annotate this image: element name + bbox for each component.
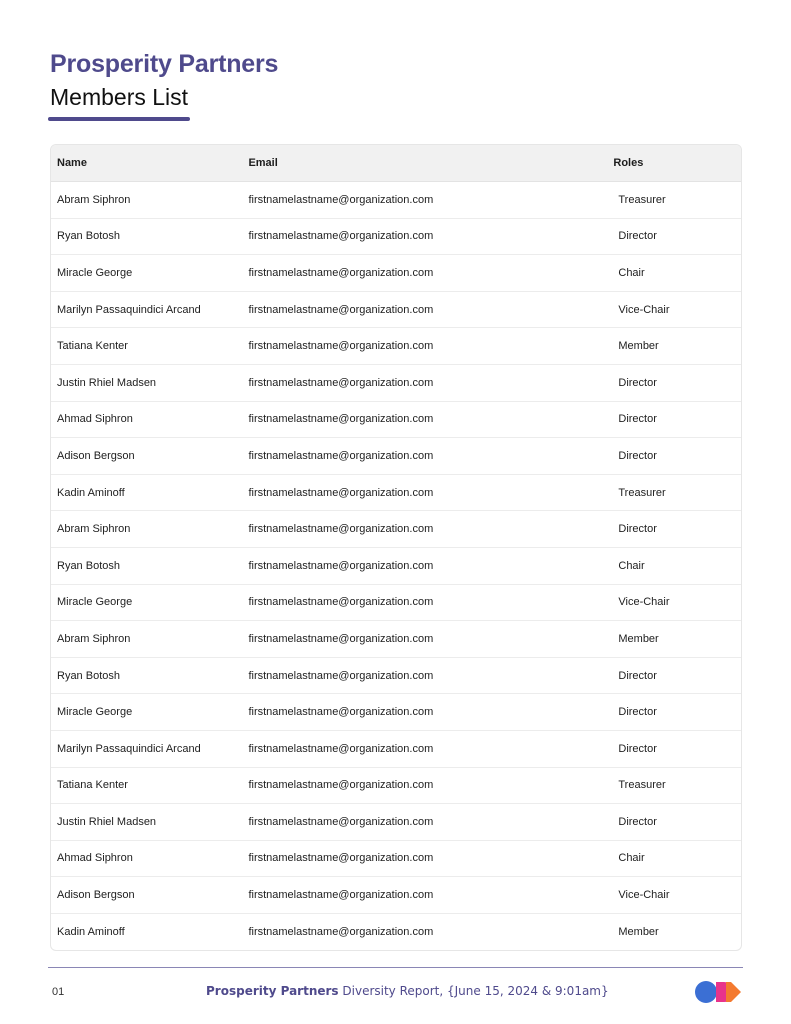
member-role: Treasurer [618, 779, 666, 792]
member-name: Adison Bergson [57, 449, 135, 462]
odd-logo-icon [694, 980, 744, 1004]
member-name: Ryan Botosh [57, 230, 120, 243]
table-row [51, 475, 741, 512]
member-name: Abram Siphron [57, 193, 131, 206]
member-name: Miracle George [57, 266, 133, 279]
member-email: firstnamelastname@organization.com [248, 852, 434, 865]
table-row [51, 219, 741, 256]
table-row [51, 511, 741, 548]
member-email: firstnamelastname@organization.com [248, 706, 434, 719]
member-email: firstnamelastname@organization.com [248, 266, 434, 279]
table-row [51, 841, 741, 878]
table-row [51, 255, 741, 292]
member-name: Marilyn Passaquindici Arcand [57, 742, 201, 755]
member-role: Director [618, 413, 657, 426]
member-name: Kadin Aminoff [57, 486, 125, 499]
member-email: firstnamelastname@organization.com [248, 486, 434, 499]
table-row [51, 328, 741, 365]
member-email: firstnamelastname@organization.com [248, 815, 434, 828]
member-name: Ryan Botosh [57, 559, 120, 572]
table-body [51, 182, 741, 950]
member-role: Member [618, 632, 659, 645]
table-row [51, 292, 741, 329]
member-email: firstnamelastname@organization.com [248, 230, 434, 243]
member-email: firstnamelastname@organization.com [248, 926, 434, 939]
footer-report-info [206, 984, 609, 998]
table-row [51, 621, 741, 658]
table-row [51, 768, 741, 805]
member-name: Ahmad Siphron [57, 413, 133, 426]
table-row [51, 658, 741, 695]
member-email: firstnamelastname@organization.com [248, 413, 434, 426]
member-role: Director [618, 523, 657, 536]
member-email: firstnamelastname@organization.com [248, 376, 434, 389]
member-email: firstnamelastname@organization.com [248, 193, 434, 206]
member-role: Treasurer [618, 193, 666, 206]
member-name: Adison Bergson [57, 889, 135, 902]
member-role: Chair [618, 266, 645, 279]
member-email: firstnamelastname@organization.com [248, 340, 434, 353]
member-email: firstnamelastname@organization.com [248, 889, 434, 902]
member-name: Kadin Aminoff [57, 926, 125, 939]
member-email: firstnamelastname@organization.com [248, 559, 434, 572]
table-row [51, 438, 741, 475]
table-row [51, 804, 741, 841]
member-name: Marilyn Passaquindici Arcand [57, 303, 201, 316]
member-role: Member [618, 926, 659, 939]
member-role: Vice-Chair [618, 303, 670, 316]
member-name: Miracle George [57, 596, 133, 609]
footer-org-name: Prosperity Partners [206, 984, 339, 998]
footer-divider [48, 967, 743, 968]
member-name: Abram Siphron [57, 523, 131, 536]
member-role: Chair [618, 852, 645, 865]
member-name: Ryan Botosh [57, 669, 120, 682]
member-email: firstnamelastname@organization.com [248, 779, 434, 792]
member-role: Director [618, 706, 657, 719]
member-name: Abram Siphron [57, 632, 131, 645]
member-email: firstnamelastname@organization.com [248, 669, 434, 682]
page-number: 01 [52, 986, 65, 998]
org-title: Prosperity Partners [50, 50, 279, 78]
footer-report-label: Diversity Report, {June 15, 2024 & 9:01am} [342, 984, 609, 998]
table-row [51, 365, 741, 402]
table-row [51, 914, 741, 951]
table-row [51, 548, 741, 585]
table-row [51, 585, 741, 622]
member-role: Director [618, 376, 657, 389]
column-header-name[interactable]: Name [57, 157, 87, 169]
member-role: Vice-Chair [618, 596, 670, 609]
page-title: Members List [50, 84, 189, 110]
member-role: Vice-Chair [618, 889, 670, 902]
member-name: Miracle George [57, 706, 133, 719]
members-table [50, 144, 742, 951]
member-role: Director [618, 230, 657, 243]
member-role: Director [618, 742, 657, 755]
member-name: Tatiana Kenter [57, 779, 128, 792]
member-email: firstnamelastname@organization.com [248, 449, 434, 462]
member-role: Director [618, 815, 657, 828]
title-underline [48, 117, 190, 121]
member-name: Ahmad Siphron [57, 852, 133, 865]
member-email: firstnamelastname@organization.com [248, 523, 434, 536]
member-role: Chair [618, 559, 645, 572]
table-row [51, 731, 741, 768]
member-email: firstnamelastname@organization.com [248, 632, 434, 645]
table-row [51, 694, 741, 731]
member-email: firstnamelastname@organization.com [248, 596, 434, 609]
member-role: Director [618, 669, 657, 682]
member-role: Member [618, 340, 659, 353]
member-email: firstnamelastname@organization.com [248, 303, 434, 316]
table-row [51, 402, 741, 439]
member-name: Justin Rhiel Madsen [57, 376, 157, 389]
table-header [51, 145, 741, 182]
member-name: Tatiana Kenter [57, 340, 128, 353]
member-name: Justin Rhiel Madsen [57, 815, 157, 828]
member-role: Treasurer [618, 486, 666, 499]
column-header-email[interactable]: Email [248, 157, 278, 169]
table-row [51, 182, 741, 219]
column-header-roles[interactable]: Roles [613, 157, 644, 169]
table-row [51, 877, 741, 914]
member-email: firstnamelastname@organization.com [248, 742, 434, 755]
member-role: Director [618, 449, 657, 462]
